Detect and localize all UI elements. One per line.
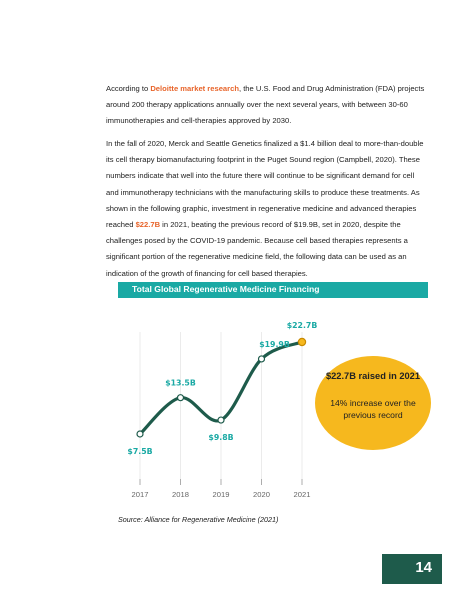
chart-title-banner: [118, 282, 428, 298]
x-tick-label: 2019: [212, 490, 230, 499]
intro-text-start: According to: [106, 84, 151, 93]
investment-highlight: $22.7B: [135, 220, 161, 230]
financing-line-chart: [100, 300, 340, 510]
source-citation: Source: Alliance for Regenerative Medicine (2021): [118, 515, 279, 524]
data-point: [259, 356, 265, 362]
data-label: $19.9B: [259, 339, 290, 349]
x-tick-label: 2020: [253, 490, 270, 499]
x-tick-label: 2017: [131, 490, 149, 499]
record-callout-bubble: [315, 356, 431, 450]
callout-amount: $22.7B raised in 2021: [325, 371, 421, 381]
x-tick-label: 2021: [293, 490, 311, 499]
intro-paragraph: [106, 81, 428, 130]
page-number-box: [382, 554, 442, 584]
investment-text-start: In the fall of 2020, Merck and Seattle Genetics finalized a $1.4 billion deal to more-than-double its cell therapy biomanufacturing footprint in the Puget Sound region (Campbell, 2020). These numbers indicate that well into the future there will continue to be significant demand for cell and immunotherapy technicians with the manufacturing skills to produce these treatments. As shown in the following graphic, investment in regenerative medicine and advanced therapies reached: [106, 139, 424, 230]
investment-paragraph: [106, 136, 428, 282]
investment-text-end: in 2021, beating the previous record of $19.9B, set in 2020, despite the challenges posed by the COVID-19 pandemic. Because cell based therapies represents a significant portion of the regenerative medicine field, the following data can be used as an indication of the growth of financing for cell based therapies.: [106, 220, 408, 278]
page-number: 14: [415, 559, 432, 576]
intro-text-end: , the U.S. Food and Drug Administration (FDA) projects around 200 therapy applications annually over the next several years, with between 30-60 immunotherapies and cell-therapies approved by 2030.: [106, 84, 425, 126]
data-label: $7.5B: [127, 447, 153, 456]
data-point: [178, 395, 184, 401]
data-point: [218, 417, 224, 423]
data-label: $13.5B: [165, 378, 196, 388]
data-point: [298, 338, 305, 345]
data-point: [137, 431, 143, 437]
chart-title: Total Global Regenerative Medicine Financing: [132, 284, 320, 294]
deloitte-research-link[interactable]: Deloitte market research: [150, 84, 239, 93]
data-label: $9.8B: [208, 433, 234, 443]
data-label: $22.7B: [286, 321, 318, 330]
callout-note: 14% increase over the previous record: [330, 398, 416, 420]
x-tick-label: 2018: [172, 490, 189, 499]
